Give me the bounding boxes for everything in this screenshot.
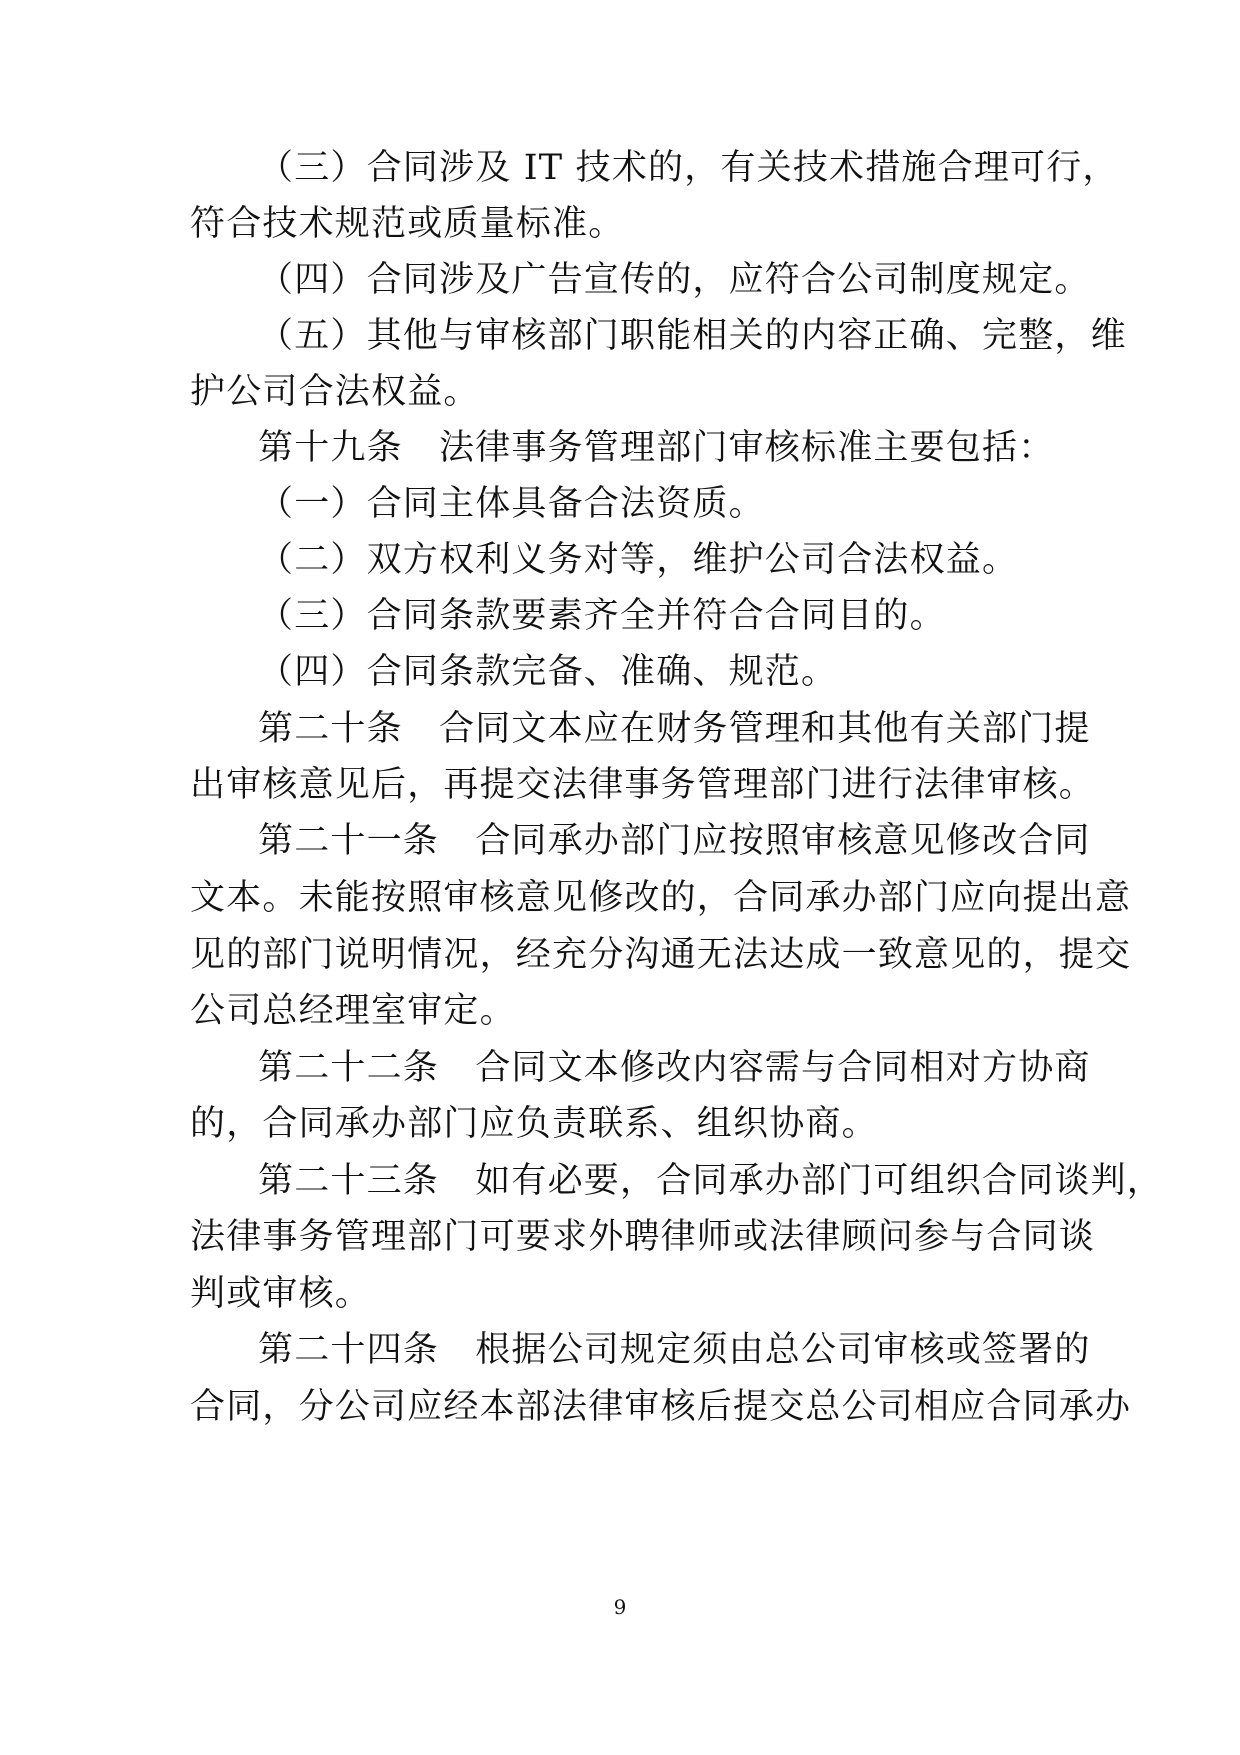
text-line: （五）其他与审核部门职能相关的内容正确、完整，维 [258,316,1127,356]
article-heading: 第二十二条 合同文本修改内容需与合同相对方协商 [258,1048,1091,1088]
text-line: （一）合同主体具备合法资质。 [258,484,765,524]
text-line: （三）合同涉及 IT 技术的，有关技术措施合理可行， [258,148,1119,188]
text-line: 合同，分公司应经本部法律审核后提交总公司相应合同承办 [190,1387,1132,1427]
article-heading: 第十九条 法律事务管理部门审核标准主要包括： [258,428,1055,468]
article-heading: 第二十条 合同文本应在财务管理和其他有关部门提 [258,709,1091,749]
text-line: （二）双方权利义务对等，维护公司合法权益。 [258,540,1019,580]
text-line: （四）合同涉及广告宣传的，应符合公司制度规定。 [258,260,1091,300]
text-line: 的，合同承办部门应负责联系、组织协商。 [190,1104,878,1144]
text-line: 公司总经理室审定。 [190,991,516,1031]
text-line: （四）合同条款完备、准确、规范。 [258,652,838,692]
text-line: 见的部门说明情况，经充分沟通无法达成一致意见的，提交 [190,935,1132,975]
text-line: 法律事务管理部门可要求外聘律师或法律顾问参与合同谈 [190,1217,1096,1257]
text-line: 文本。未能按照审核意见修改的，合同承办部门应向提出意 [190,878,1132,918]
article-heading: 第二十四条 根据公司规定须由总公司审核或签署的 [258,1330,1091,1370]
text-line: 护公司合法权益。 [190,372,480,412]
article-heading: 第二十三条 如有必要，合同承办部门可组织合同谈判， [258,1161,1164,1201]
text-line: （三）合同条款要素齐全并符合合同目的。 [258,596,946,636]
text-line: 符合技术规范或质量标准。 [190,204,625,244]
text-line: 判或审核。 [190,1274,372,1314]
article-heading: 第二十一条 合同承办部门应按照审核意见修改合同 [258,821,1091,861]
page-number: 9 [613,1595,627,1619]
text-line: 出审核意见后，再提交法律事务管理部门进行法律审核。 [190,765,1096,805]
